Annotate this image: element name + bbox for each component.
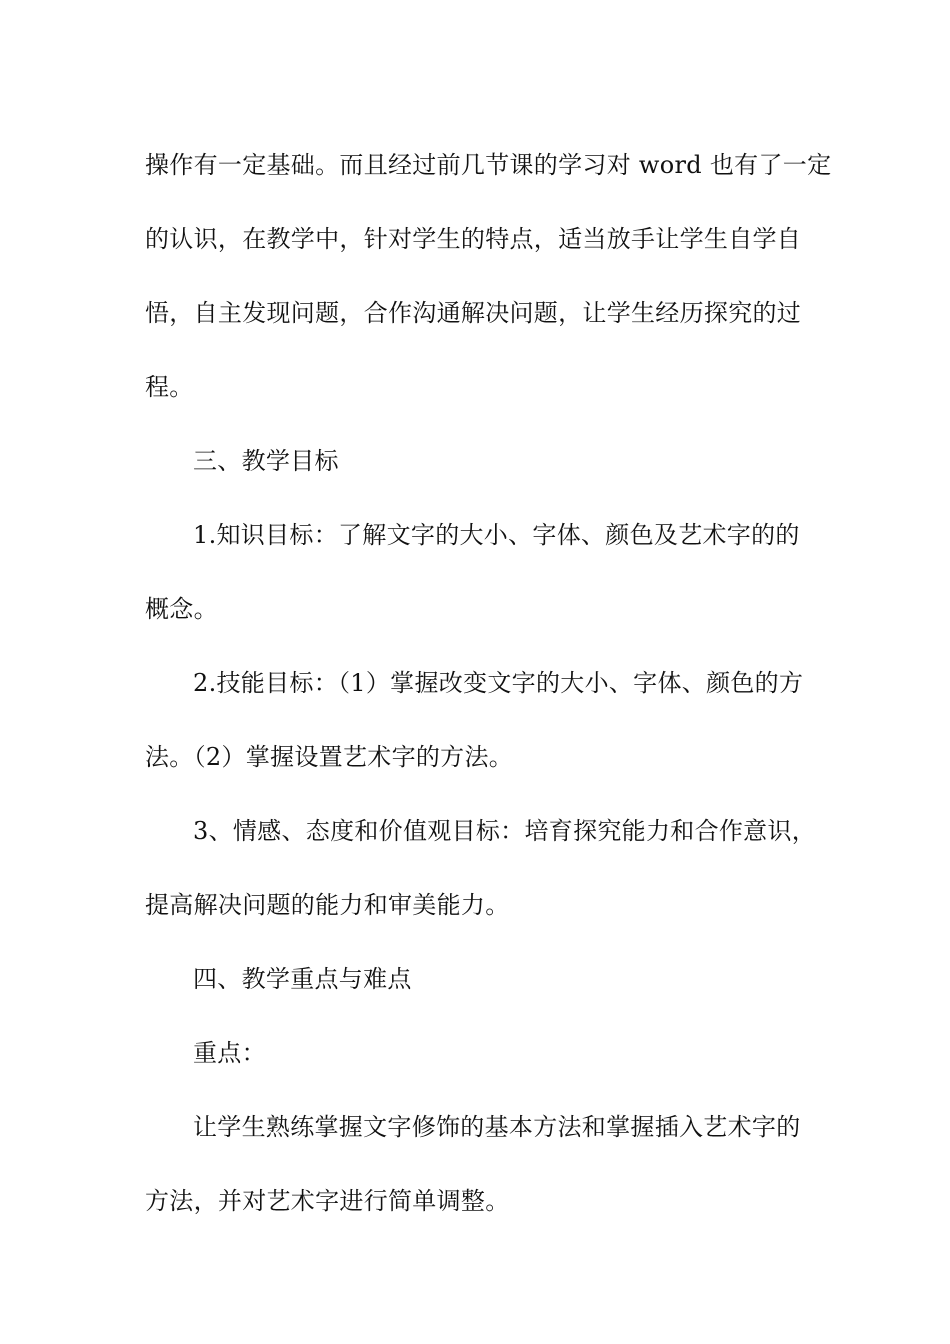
section-heading-key-points [145,942,807,1016]
text-line: 概念。 [145,595,218,623]
document-body [145,128,832,1238]
text-line: 重点： [193,1039,266,1067]
text-line: 悟，自主发现问题，合作沟通解决问题，让学生经历探究的过 [145,299,802,327]
text-line: 提高解决问题的能力和审美能力。 [145,891,510,919]
paragraph-knowledge-goal [145,498,807,646]
section-heading-teaching-goals [145,424,807,498]
text-line: 3、情感、态度和价值观目标：培育探究能力和合作意识， [193,817,817,845]
text-line: 的认识，在教学中，针对学生的特点，适当放手让学生自学自 [145,225,802,253]
paragraph-prior-knowledge [145,128,832,424]
text-line: 2.技能目标：（1）掌握改变文字的大小、字体、颜色的方 [193,669,804,697]
text-line: 三、教学目标 [193,447,339,475]
text-line: 四、教学重点与难点 [193,965,412,993]
text-line: 程。 [145,373,194,401]
text-line: 1.知识目标：了解文字的大小、字体、颜色及艺术字的的 [193,521,800,549]
text-line: 操作有一定基础。而且经过前几节课的学习对 word 也有了一定 [145,151,832,179]
paragraph-skill-goal [145,646,807,794]
text-line: 法。（2）掌握设置艺术字的方法。 [145,743,514,771]
subheading-focus [145,1016,807,1090]
text-line: 方法，并对艺术字进行简单调整。 [145,1187,510,1215]
paragraph-emotion-goal [145,794,817,942]
text-line: 让学生熟练掌握文字修饰的基本方法和掌握插入艺术字的 [193,1113,801,1141]
paragraph-focus-detail [145,1090,807,1238]
